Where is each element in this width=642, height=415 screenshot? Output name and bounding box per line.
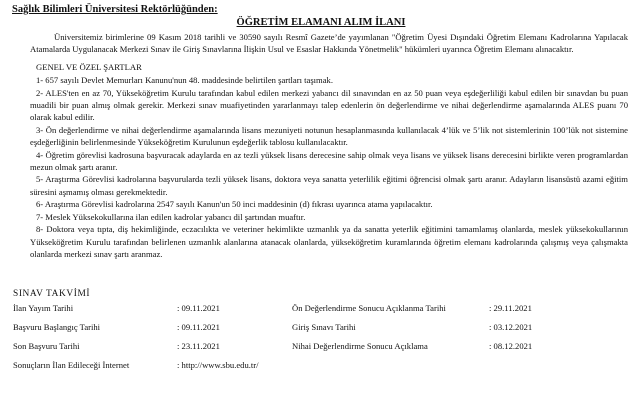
schedule-row (13, 322, 629, 341)
announcement-title: ÖĞRETİM ELAMANI ALIM İLANI (236, 17, 406, 28)
schedule-row (13, 341, 629, 360)
schedule-date: : 03.12.2021 (489, 322, 533, 332)
condition-item: 5- Araştırma Görevlisi kadrolarına başvurularda tezli yüksek lisans, doktora veya sanatta yeterlilik eğitimi öğrencisi olmak şartı aranır. Adayların lisansüstü azami eğitim süresini aşmamış olması gerekmektedir. (30, 174, 628, 197)
schedule-label: Nihai Değerlendirme Sonucu Açıklama (292, 341, 428, 351)
schedule-title: SINAV TAKVİMİ (13, 289, 91, 299)
schedule-date: : 29.11.2021 (489, 303, 532, 313)
schedule-row (13, 303, 629, 322)
schedule-label: İlan Yayım Tarihi (13, 303, 74, 313)
condition-item: 1- 657 sayılı Devlet Memurları Kanunu'nun 48. maddesinde belirtilen şartları taşımak. (36, 75, 334, 86)
results-row (13, 360, 629, 379)
condition-item: 6- Araştırma Görevlisi kadrolarına 2547 sayılı Kanun'un 50 inci maddesinin (d) fıkrası uyarınca atama yapılacaktır. (36, 199, 433, 210)
condition-item: 4- Öğretim görevlisi kadrosuna başvuracak adaylarda en az tezli yüksek lisans derecesine sahip olmak veya lisans ve yüksek lisans derecesini birlikte veren programlardan mezun olmak şartı aranır. (30, 149, 628, 173)
exam-schedule (13, 289, 629, 379)
schedule-date: : 23.11.2021 (177, 341, 220, 351)
intro-paragraph: Üniversitemiz birimlerine 09 Kasım 2018 tarihli ve 30590 sayılı Resmî Gazete’de yayımlanan "Öğretim Üyesi Dışındaki Öğretim Elemanı Kadrolarına Yapılacak Atamalarda Uygulanacak Merkezi Sınav ile Giriş Sınavlarına İlişkin Usul ve Esaslar Hakkında Yönetmelik" hükümleri uyarınca Öğretim Elemanı alınacaktır. (30, 32, 628, 55)
conditions-heading: GENEL VE ÖZEL ŞARTLAR (36, 61, 142, 72)
schedule-date: : 09.11.2021 (177, 322, 220, 332)
schedule-label: Ön Değerlendirme Sonucu Açıklanma Tarihi (292, 303, 446, 313)
announcement-body (30, 31, 628, 260)
condition-item: 3- Ön değerlendirme ve nihai değerlendirme aşamalarında lisans mezuniyeti notunun hesaplanmasında kullanılacak 4’lük ve 5’lik not sistemlerinin 100’lük not sistemine eşdeğerliğinin belirlenmesinde Yükseköğretim Kurulunun eşdeğerlik tablosu kullanılacaktır. (30, 124, 628, 148)
results-url: : http://www.sbu.edu.tr/ (177, 360, 259, 370)
schedule-label: Giriş Sınavı Tarihi (292, 322, 356, 332)
condition-item: 7- Meslek Yüksekokullarına ilan edilen kadrolar yabancı dil şartından muaftır. (36, 211, 306, 222)
schedule-date: : 09.11.2021 (177, 303, 220, 313)
condition-item: 8- Doktora veya tıpta, diş hekimliğinde, eczacılıkta ve veteriner hekimlikte uzmanlık ya da sanatta yeterlik eğitimini tamamlamış olanlarda, meslek yüksekokullarının Yükseköğretim Kurulu tarafından belirlenen uzmanlık alanlarına atanacak olanlarda, yükseköğretim kuramlarında öğretim elemanı kadrolarında çalışmış veya çalışmakta olanlarda merkezi sınav şartı aranmaz. (30, 224, 628, 259)
condition-item: 2- ALES'ten en az 70, Yükseköğretim Kurulu tarafından kabul edilen merkezi yabancı dil sınavından en az 50 puan veya eşdeğerliliği kabul edilen bir sınavdan bu puan muadili bir puan almış olmak gerekir. Merkezi sınav muafiyetinden yararlanmayı talep edenlerin ön değerlendirme ve nihai değerlendirme aşamalarında ALES puanı 70 olarak kabul edilir. (30, 87, 628, 123)
schedule-label: Son Başvuru Tarihi (13, 341, 80, 351)
institution-header: Sağlık Bilimleri Üniversitesi Rektörlüğünden: (12, 4, 218, 15)
results-label: Sonuçların İlan Edileceği İnternet (13, 360, 130, 370)
schedule-label: Başvuru Başlangıç Tarihi (13, 322, 101, 332)
schedule-date: : 08.12.2021 (489, 341, 533, 351)
